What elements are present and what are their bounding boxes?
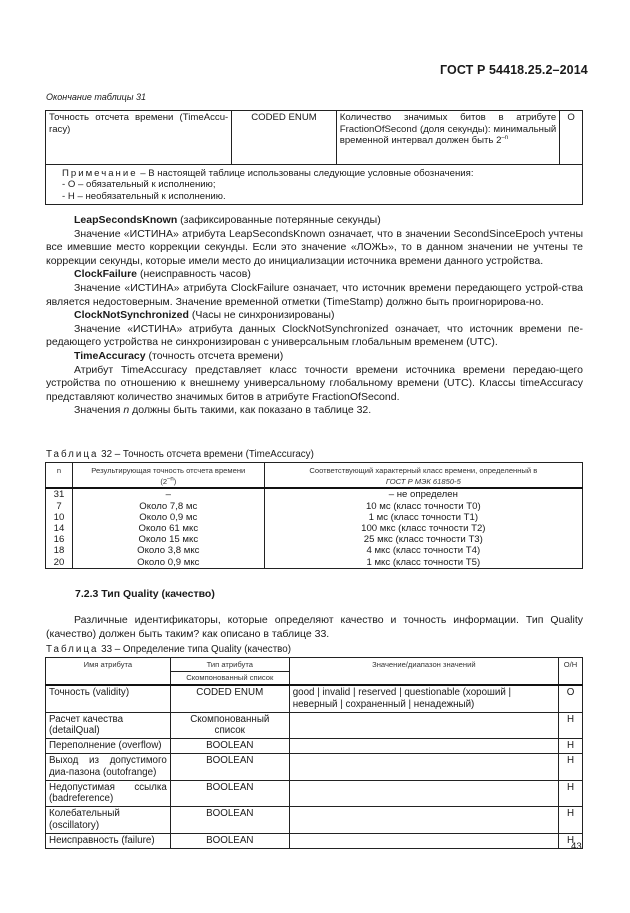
- paragraph-timeaccuracy: Атрибут TimeAccuracy представляет класс точности времени источника времени передаю-щего устройства по отношению к внешнему универсальному глобальному времени (UTC). Классы timeAccuracy представляют количество значимых битов в атрибуте FractionOfSecond.: [46, 363, 583, 403]
- term-desc: (неисправность часов): [137, 268, 251, 281]
- table-row: [46, 712, 583, 739]
- table-row: [46, 512, 583, 523]
- cell-name: Колебательный (oscillatory): [46, 807, 171, 834]
- cell-value: [289, 780, 558, 807]
- term-leapsecondsknown: LeapSecondsKnown: [74, 214, 178, 226]
- table-row: [46, 501, 583, 512]
- cell-class: 25 мкс (класс точности T3): [264, 534, 582, 545]
- cell-name: Расчет качества (detailQual): [46, 712, 171, 739]
- cell-class: – не определен: [264, 488, 582, 500]
- cell-value: [289, 807, 558, 834]
- cell-n: 18: [46, 545, 73, 556]
- cell-class: 10 мс (класс точности T0): [264, 501, 582, 512]
- table-header-row: [46, 658, 583, 672]
- table-row: [46, 488, 583, 500]
- cell-mo: Н: [559, 753, 583, 780]
- header-type: Тип атрибута: [170, 658, 289, 672]
- cell-mo: О: [559, 685, 583, 712]
- variable-n: n: [123, 404, 130, 417]
- term-timeaccuracy: TimeAccuracy: [74, 349, 146, 362]
- cell-mo: Н: [559, 739, 583, 754]
- table32-caption: [46, 449, 314, 460]
- table-row: [46, 534, 583, 545]
- caption-text: 33 – Определение типа Quality (качество): [98, 644, 291, 655]
- cell-name: Неисправность (failure): [46, 833, 171, 848]
- note-cell: [46, 165, 583, 205]
- cell-type: BOOLEAN: [170, 753, 289, 780]
- cell-value: [289, 739, 558, 754]
- section-heading-7-2-3: 7.2.3 Тип Quality (качество): [75, 588, 215, 600]
- table-row: [46, 753, 583, 780]
- cell-name: Точность (validity): [46, 685, 171, 712]
- paragraph-n-values: [46, 404, 583, 418]
- header-value: Значение/диапазон значений: [289, 658, 558, 686]
- paragraph-clocknotsynchronized: Значение «ИСТИНА» атрибута данных ClockNotSynchronized означает, что источник времени пе-редающего устройства не синхронизирован с универсальным глобальным временем (UTC).: [46, 322, 583, 349]
- header-name: Имя атрибута: [46, 658, 171, 686]
- cell-mo: Н: [559, 807, 583, 834]
- body-text-block: [46, 214, 583, 418]
- caption-text: 32 – Точность отсчета времени (TimeAccuracy): [98, 449, 314, 460]
- table-row: [46, 833, 583, 848]
- value-exponent: –n: [501, 134, 509, 141]
- cell-class: 1 мс (класс точности T1): [264, 512, 582, 523]
- cell-n: 10: [46, 512, 73, 523]
- cell-accuracy: Около 15 мкс: [72, 534, 264, 545]
- table-row: [46, 545, 583, 556]
- cell-mo: Н: [559, 780, 583, 807]
- cell-value: [289, 833, 558, 848]
- caption-label: Таблица: [46, 449, 99, 460]
- cell-class: 1 мкс (класс точности T5): [264, 557, 582, 569]
- cell-name: Выход из допустимого диа-пазона (outofrange): [46, 753, 171, 780]
- paragraph-quality: Различные идентификаторы, которые определяют качество и точность информации. Тип Quality (качество) должен быть таким? как описано в таблице 33.: [46, 614, 583, 640]
- cell-accuracy: –: [72, 488, 264, 500]
- note-label: Примечание: [62, 168, 138, 179]
- header-mo: О/Н: [559, 658, 583, 686]
- header-class: [264, 463, 582, 489]
- cell-name: Переполнение (overflow): [46, 739, 171, 754]
- cell-accuracy: Около 3,8 мкс: [72, 545, 264, 556]
- table-31: [45, 110, 583, 205]
- table-header-row: [46, 463, 583, 489]
- cell-class: 4 мкс (класс точности T4): [264, 545, 582, 556]
- attr-name-cell: Точность отсчета времени (TimeAccu-racy): [46, 111, 232, 165]
- cell-mo: Н: [559, 833, 583, 848]
- paragraph-clockfailure: Значение «ИСТИНА» атрибута ClockFailure означает, что источник времени передающего устрой-ства является недостоверным. Значение временной отметки (TimeStamp) должно быть проигнорирова-но.: [46, 281, 583, 308]
- term-clockfailure: ClockFailure: [74, 268, 138, 281]
- table-row: [46, 807, 583, 834]
- cell-type: Скомпонованный список: [170, 712, 289, 739]
- header-n: n: [46, 463, 73, 489]
- note-item: - Н – необязательный к исполнению.: [62, 190, 226, 202]
- document-id: ГОСТ Р 54418.25.2–2014: [440, 63, 588, 77]
- cell-accuracy: Около 0,9 мкс: [72, 557, 264, 569]
- cell-type: BOOLEAN: [170, 807, 289, 834]
- cell-type: CODED ENUM: [170, 685, 289, 712]
- unit-close: ): [173, 477, 177, 487]
- cell-class: 100 мкс (класс точности T2): [264, 523, 582, 534]
- cell-type: BOOLEAN: [170, 739, 289, 754]
- header-standard-ref: ГОСТ Р МЭК 61850-5: [385, 477, 461, 487]
- cell-name: Недопустимая ссылка (badreference): [46, 780, 171, 807]
- paragraph-leapsecondsknown: Значение «ИСТИНА» атрибута LeapSecondsKnown означает, что в значении SecondSinceEpoch учтены все имевшие место коррекции секунды. Если это значение «ЛОЖЬ», то в данном значении не учтены те коррекции секунды, которые имели место до инициализации источника времени данного устройства.: [46, 227, 583, 267]
- caption-label: Таблица: [46, 644, 99, 655]
- table-row: [46, 557, 583, 569]
- attr-type-cell: CODED ENUM: [232, 111, 337, 165]
- table33-caption: [46, 644, 291, 655]
- text: должны быть такими, как показано в таблице 32.: [129, 404, 372, 417]
- cell-accuracy: Около 61 мкс: [72, 523, 264, 534]
- value-text: Количество значимых битов в атрибуте FractionOfSecond (доля секунды): минимальный временной интервал должен быть 2: [339, 112, 557, 146]
- cell-n: 16: [46, 534, 73, 545]
- table-row: [46, 111, 583, 165]
- table-row: [46, 780, 583, 807]
- page-number: 43: [571, 841, 582, 852]
- table-row: [46, 739, 583, 754]
- note-text: – В настоящей таблице использованы следующие условные обозначения:: [137, 168, 474, 179]
- term-desc: (точность отсчета времени): [145, 349, 284, 362]
- cell-n: 31: [46, 488, 73, 500]
- header-accuracy: [72, 463, 264, 489]
- cell-value: good | invalid | reserved | questionable (хороший | неверный | сохраненный | ненадежный): [289, 685, 558, 712]
- term-clocknotsynchronized: ClockNotSynchronized: [74, 309, 189, 322]
- note-item: - О – обязательный к исполнению;: [62, 179, 216, 191]
- table-row: [46, 523, 583, 534]
- term-desc: (зафиксированные потерянные секунды): [177, 214, 381, 226]
- unit-exponent: –n: [167, 476, 174, 483]
- cell-n: 20: [46, 557, 73, 569]
- cell-mo: Н: [559, 712, 583, 739]
- text: Значения: [74, 404, 124, 417]
- unit-base: (2: [160, 477, 168, 487]
- cell-value: [289, 753, 558, 780]
- header-text: Соответствующий характерный класс времени, определенный в: [309, 466, 538, 475]
- cell-type: BOOLEAN: [170, 833, 289, 848]
- attr-value-cell: [336, 111, 559, 165]
- section-7-2-3-text: [46, 614, 583, 641]
- cell-n: 14: [46, 523, 73, 534]
- cell-type: BOOLEAN: [170, 780, 289, 807]
- table-33: [45, 657, 583, 849]
- term-desc: (Часы не синхронизированы): [188, 309, 335, 322]
- table-row: [46, 685, 583, 712]
- note-row: [46, 165, 583, 205]
- cell-n: 7: [46, 501, 73, 512]
- table31-continuation-caption: Окончание таблицы 31: [46, 92, 146, 102]
- mo-cell: О: [560, 111, 583, 165]
- cell-accuracy: Около 7,8 мс: [72, 501, 264, 512]
- cell-value: [289, 712, 558, 739]
- header-text: Результирующая точность отсчета времени: [91, 466, 246, 475]
- cell-accuracy: Около 0,9 мс: [72, 512, 264, 523]
- table-32: [45, 462, 583, 569]
- header-type-sub: Скомпонованный список: [170, 672, 289, 686]
